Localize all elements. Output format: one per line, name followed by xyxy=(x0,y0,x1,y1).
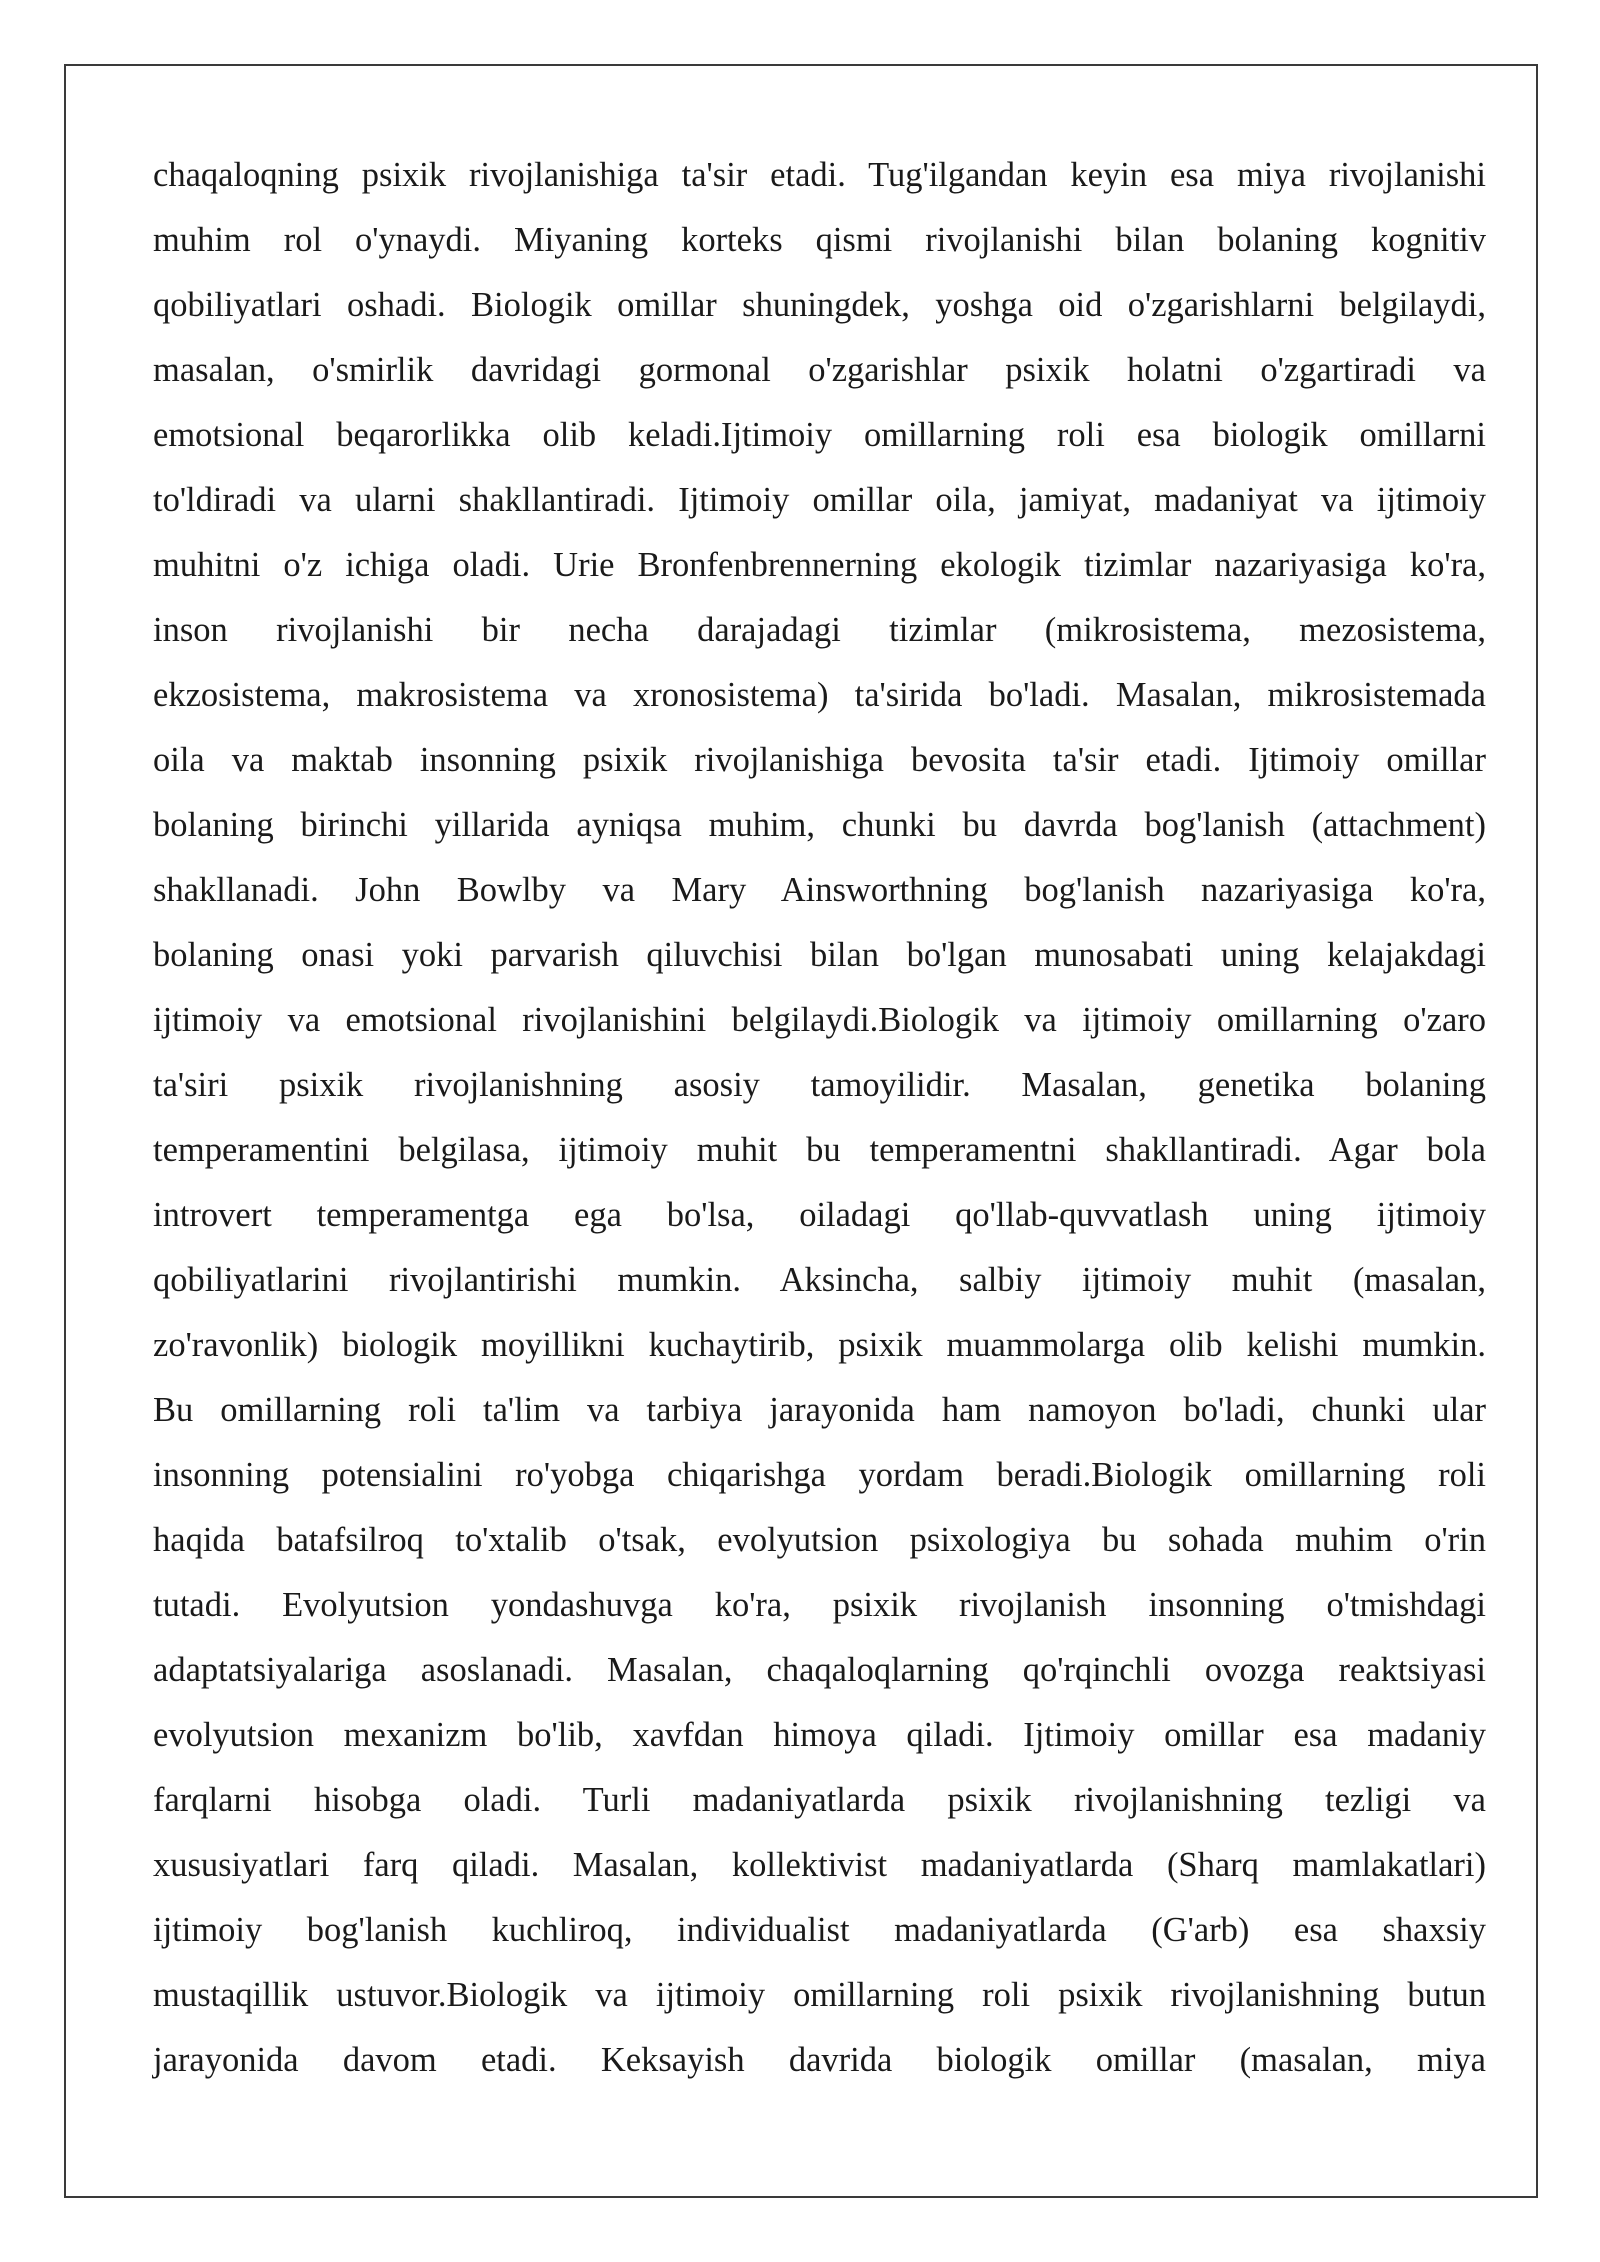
text-line: oila va maktab insonning psixik rivojlanishiga bevosita ta'sir etadi. Ijtimoiy omillar xyxy=(153,741,1486,779)
text-line: Bu omillarning roli ta'lim va tarbiya jarayonida ham namoyon bo'ladi, chunki ular xyxy=(153,1391,1486,1429)
text-line: zo'ravonlik) biologik moyillikni kuchaytirib, psixik muammolarga olib kelishi mumkin. xyxy=(153,1326,1486,1364)
body-text xyxy=(153,143,1486,2093)
text-line: emotsional beqarorlikka olib keladi.Ijtimoiy omillarning roli esa biologik omillarni xyxy=(153,416,1486,454)
text-line: introvert temperamentga ega bo'lsa, oiladagi qo'llab-quvvatlash uning ijtimoiy xyxy=(153,1196,1486,1234)
text-line: muhim rol o'ynaydi. Miyaning korteks qismi rivojlanishi bilan bolaning kognitiv xyxy=(153,221,1486,259)
text-line: temperamentini belgilasa, ijtimoiy muhit bu temperamentni shakllantiradi. Agar bola xyxy=(153,1131,1486,1169)
text-line: shakllanadi. John Bowlby va Mary Ainsworthning bog'lanish nazariyasiga ko'ra, xyxy=(153,871,1486,909)
text-line: ta'siri psixik rivojlanishning asosiy tamoyilidir. Masalan, genetika bolaning xyxy=(153,1066,1486,1104)
text-line: muhitni o'z ichiga oladi. Urie Bronfenbrennerning ekologik tizimlar nazariyasiga ko'ra, xyxy=(153,546,1486,584)
text-line: insonning potensialini ro'yobga chiqarishga yordam beradi.Biologik omillarning roli xyxy=(153,1456,1486,1494)
text-line: adaptatsiyalariga asoslanadi. Masalan, chaqaloqlarning qo'rqinchli ovozga reaktsiyasi xyxy=(153,1651,1486,1689)
text-line: masalan, o'smirlik davridagi gormonal o'zgarishlar psixik holatni o'zgartiradi va xyxy=(153,351,1486,389)
text-line: ekzosistema, makrosistema va xronosistema) ta'sirida bo'ladi. Masalan, mikrosistemada xyxy=(153,676,1486,714)
text-line: evolyutsion mexanizm bo'lib, xavfdan himoya qiladi. Ijtimoiy omillar esa madaniy xyxy=(153,1716,1486,1754)
text-line: inson rivojlanishi bir necha darajadagi tizimlar (mikrosistema, mezosistema, xyxy=(153,611,1486,649)
text-line: chaqaloqning psixik rivojlanishiga ta'sir etadi. Tug'ilgandan keyin esa miya rivojlanishi xyxy=(153,156,1486,194)
text-line: ijtimoiy va emotsional rivojlanishini belgilaydi.Biologik va ijtimoiy omillarning o'zaro xyxy=(153,1001,1486,1039)
text-line: tutadi. Evolyutsion yondashuvga ko'ra, psixik rivojlanish insonning o'tmishdagi xyxy=(153,1586,1486,1624)
text-line: jarayonida davom etadi. Keksayish davrida biologik omillar (masalan, miya xyxy=(153,2041,1486,2079)
text-line: bolaning onasi yoki parvarish qiluvchisi bilan bo'lgan munosabati uning kelajakdagi xyxy=(153,936,1486,974)
text-line: xususiyatlari farq qiladi. Masalan, kollektivist madaniyatlarda (Sharq mamlakatlari) xyxy=(153,1846,1486,1884)
text-line: mustaqillik ustuvor.Biologik va ijtimoiy omillarning roli psixik rivojlanishning butun xyxy=(153,1976,1486,2014)
text-line: ijtimoiy bog'lanish kuchliroq, individualist madaniyatlarda (G'arb) esa shaxsiy xyxy=(153,1911,1486,1949)
text-line: qobiliyatlari oshadi. Biologik omillar shuningdek, yoshga oid o'zgarishlarni belgilaydi, xyxy=(153,286,1486,324)
text-line: bolaning birinchi yillarida ayniqsa muhim, chunki bu davrda bog'lanish (attachment) xyxy=(153,806,1486,844)
text-line: to'ldiradi va ularni shakllantiradi. Ijtimoiy omillar oila, jamiyat, madaniyat va ijtimoiy xyxy=(153,481,1486,519)
text-line: farqlarni hisobga oladi. Turli madaniyatlarda psixik rivojlanishning tezligi va xyxy=(153,1781,1486,1819)
text-line: haqida batafsilroq to'xtalib o'tsak, evolyutsion psixologiya bu sohada muhim o'rin xyxy=(153,1521,1486,1559)
text-line: qobiliyatlarini rivojlantirishi mumkin. Aksincha, salbiy ijtimoiy muhit (masalan, xyxy=(153,1261,1486,1299)
